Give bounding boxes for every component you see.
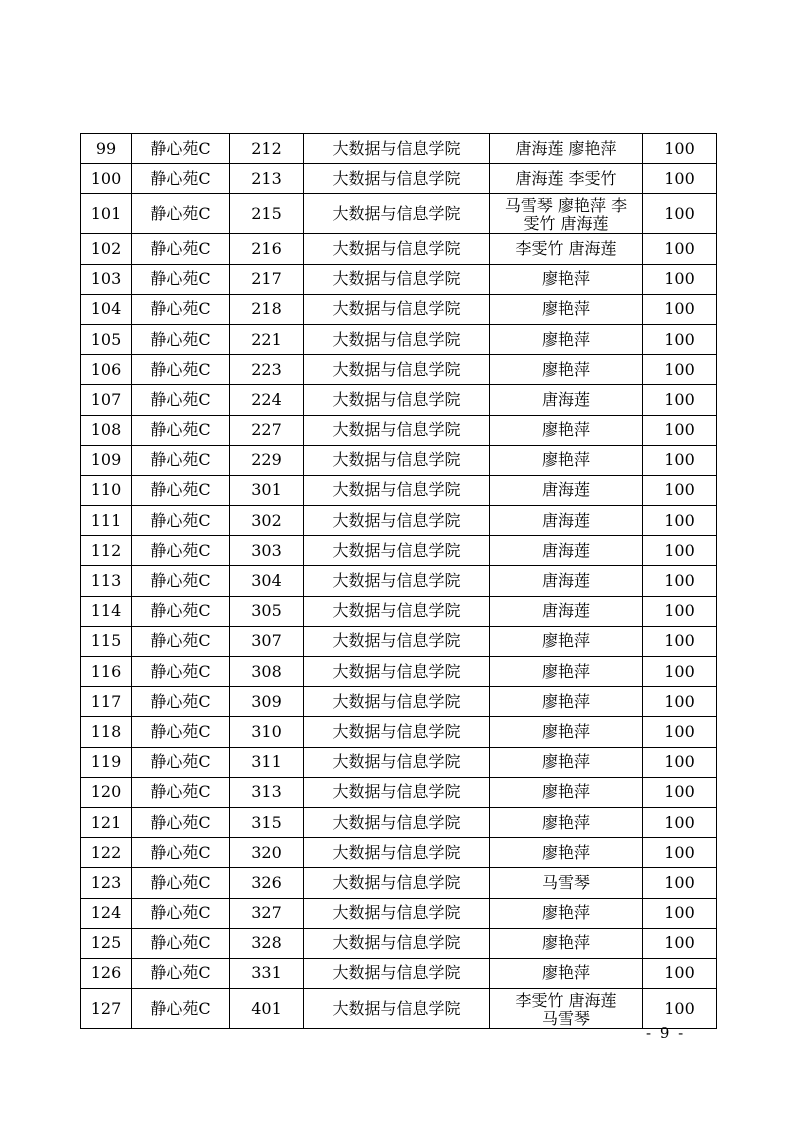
room-cell: 212 xyxy=(230,134,304,164)
table-row xyxy=(81,415,717,445)
row-number-cell: 110 xyxy=(81,475,132,505)
row-number-cell: 109 xyxy=(81,445,132,475)
college-cell: 大数据与信息学院 xyxy=(304,838,490,868)
building-cell: 静心苑C xyxy=(132,164,230,194)
staff-cell: 廖艳萍 xyxy=(490,807,643,837)
room-cell: 326 xyxy=(230,868,304,898)
table-row xyxy=(81,989,717,1029)
table-row xyxy=(81,777,717,807)
staff-line-overflow: 雯竹 唐海莲 xyxy=(523,214,609,234)
score-cell: 100 xyxy=(643,415,717,445)
staff-cell: 唐海莲 李雯竹 xyxy=(490,164,643,194)
room-cell: 327 xyxy=(230,898,304,928)
staff-cell: 唐海莲 xyxy=(490,536,643,566)
row-number-cell: 99 xyxy=(81,134,132,164)
room-cell: 215 xyxy=(230,194,304,234)
room-cell: 213 xyxy=(230,164,304,194)
row-number-cell: 101 xyxy=(81,194,132,234)
building-cell: 静心苑C xyxy=(132,294,230,324)
staff-cell: 廖艳萍 xyxy=(490,898,643,928)
table-row xyxy=(81,475,717,505)
college-cell: 大数据与信息学院 xyxy=(304,596,490,626)
score-cell: 100 xyxy=(643,989,717,1029)
row-number-cell: 123 xyxy=(81,868,132,898)
table-row xyxy=(81,868,717,898)
college-cell: 大数据与信息学院 xyxy=(304,415,490,445)
building-cell: 静心苑C xyxy=(132,777,230,807)
room-cell: 302 xyxy=(230,506,304,536)
table-row xyxy=(81,596,717,626)
room-cell: 229 xyxy=(230,445,304,475)
room-cell: 221 xyxy=(230,324,304,354)
score-cell: 100 xyxy=(643,898,717,928)
staff-line-overflow: 马雪琴 xyxy=(541,1009,590,1029)
college-cell: 大数据与信息学院 xyxy=(304,958,490,988)
building-cell: 静心苑C xyxy=(132,234,230,264)
building-cell: 静心苑C xyxy=(132,536,230,566)
room-cell: 309 xyxy=(230,687,304,717)
table-row xyxy=(81,566,717,596)
building-cell: 静心苑C xyxy=(132,194,230,234)
room-cell: 307 xyxy=(230,626,304,656)
room-cell: 227 xyxy=(230,415,304,445)
row-number-cell: 108 xyxy=(81,415,132,445)
room-cell: 313 xyxy=(230,777,304,807)
building-cell: 静心苑C xyxy=(132,134,230,164)
staff-cell: 廖艳萍 xyxy=(490,445,643,475)
building-cell: 静心苑C xyxy=(132,596,230,626)
building-cell: 静心苑C xyxy=(132,717,230,747)
staff-cell: 廖艳萍 xyxy=(490,687,643,717)
table-row xyxy=(81,506,717,536)
building-cell: 静心苑C xyxy=(132,838,230,868)
table-row xyxy=(81,958,717,988)
score-cell: 100 xyxy=(643,264,717,294)
college-cell: 大数据与信息学院 xyxy=(304,626,490,656)
building-cell: 静心苑C xyxy=(132,506,230,536)
table-row xyxy=(81,807,717,837)
score-cell: 100 xyxy=(643,838,717,868)
building-cell: 静心苑C xyxy=(132,989,230,1029)
room-cell: 305 xyxy=(230,596,304,626)
page-number: - 9 - xyxy=(646,1024,686,1042)
college-cell: 大数据与信息学院 xyxy=(304,747,490,777)
staff-cell xyxy=(490,989,643,1029)
table-body xyxy=(81,134,717,1029)
staff-cell: 李雯竹 唐海莲 xyxy=(490,234,643,264)
score-cell: 100 xyxy=(643,164,717,194)
inspection-table xyxy=(80,133,717,1029)
score-cell: 100 xyxy=(643,294,717,324)
college-cell: 大数据与信息学院 xyxy=(304,264,490,294)
row-number-cell: 121 xyxy=(81,807,132,837)
college-cell: 大数据与信息学院 xyxy=(304,777,490,807)
score-cell: 100 xyxy=(643,717,717,747)
building-cell: 静心苑C xyxy=(132,264,230,294)
staff-cell: 唐海莲 xyxy=(490,475,643,505)
room-cell: 224 xyxy=(230,385,304,415)
score-cell: 100 xyxy=(643,868,717,898)
building-cell: 静心苑C xyxy=(132,657,230,687)
room-cell: 328 xyxy=(230,928,304,958)
college-cell: 大数据与信息学院 xyxy=(304,807,490,837)
building-cell: 静心苑C xyxy=(132,928,230,958)
building-cell: 静心苑C xyxy=(132,687,230,717)
room-cell: 223 xyxy=(230,355,304,385)
college-cell: 大数据与信息学院 xyxy=(304,355,490,385)
row-number-cell: 125 xyxy=(81,928,132,958)
table-row xyxy=(81,717,717,747)
table-row xyxy=(81,194,717,234)
room-cell: 216 xyxy=(230,234,304,264)
row-number-cell: 118 xyxy=(81,717,132,747)
table-row xyxy=(81,657,717,687)
room-cell: 304 xyxy=(230,566,304,596)
staff-cell: 廖艳萍 xyxy=(490,958,643,988)
score-cell: 100 xyxy=(643,385,717,415)
row-number-cell: 117 xyxy=(81,687,132,717)
room-cell: 310 xyxy=(230,717,304,747)
row-number-cell: 116 xyxy=(81,657,132,687)
staff-cell: 唐海莲 xyxy=(490,506,643,536)
room-cell: 401 xyxy=(230,989,304,1029)
row-number-cell: 114 xyxy=(81,596,132,626)
score-cell: 100 xyxy=(643,194,717,234)
row-number-cell: 106 xyxy=(81,355,132,385)
staff-cell: 廖艳萍 xyxy=(490,928,643,958)
table-row xyxy=(81,838,717,868)
row-number-cell: 119 xyxy=(81,747,132,777)
row-number-cell: 111 xyxy=(81,506,132,536)
staff-cell: 廖艳萍 xyxy=(490,717,643,747)
table-row xyxy=(81,134,717,164)
table-row xyxy=(81,928,717,958)
score-cell: 100 xyxy=(643,747,717,777)
staff-line: 李雯竹 唐海莲 xyxy=(515,991,617,1011)
college-cell: 大数据与信息学院 xyxy=(304,164,490,194)
table-row xyxy=(81,385,717,415)
college-cell: 大数据与信息学院 xyxy=(304,687,490,717)
building-cell: 静心苑C xyxy=(132,324,230,354)
row-number-cell: 112 xyxy=(81,536,132,566)
room-cell: 311 xyxy=(230,747,304,777)
table-row xyxy=(81,294,717,324)
staff-cell: 唐海莲 廖艳萍 xyxy=(490,134,643,164)
score-cell: 100 xyxy=(643,958,717,988)
score-cell: 100 xyxy=(643,134,717,164)
building-cell: 静心苑C xyxy=(132,958,230,988)
staff-cell: 马雪琴 xyxy=(490,868,643,898)
score-cell: 100 xyxy=(643,324,717,354)
row-number-cell: 113 xyxy=(81,566,132,596)
room-cell: 303 xyxy=(230,536,304,566)
table-row xyxy=(81,445,717,475)
score-cell: 100 xyxy=(643,657,717,687)
row-number-cell: 115 xyxy=(81,626,132,656)
staff-cell: 廖艳萍 xyxy=(490,355,643,385)
score-cell: 100 xyxy=(643,596,717,626)
staff-cell: 廖艳萍 xyxy=(490,747,643,777)
college-cell: 大数据与信息学院 xyxy=(304,385,490,415)
score-cell: 100 xyxy=(643,355,717,385)
score-cell: 100 xyxy=(643,807,717,837)
staff-cell: 廖艳萍 xyxy=(490,324,643,354)
college-cell: 大数据与信息学院 xyxy=(304,536,490,566)
table-row xyxy=(81,687,717,717)
row-number-cell: 102 xyxy=(81,234,132,264)
staff-cell: 廖艳萍 xyxy=(490,657,643,687)
staff-line: 马雪琴 廖艳萍 李 xyxy=(504,196,628,216)
building-cell: 静心苑C xyxy=(132,566,230,596)
staff-cell: 廖艳萍 xyxy=(490,838,643,868)
table-row xyxy=(81,324,717,354)
room-cell: 218 xyxy=(230,294,304,324)
table-row xyxy=(81,164,717,194)
score-cell: 100 xyxy=(643,928,717,958)
table-row xyxy=(81,898,717,928)
college-cell: 大数据与信息学院 xyxy=(304,134,490,164)
staff-cell: 廖艳萍 xyxy=(490,415,643,445)
row-number-cell: 107 xyxy=(81,385,132,415)
score-cell: 100 xyxy=(643,475,717,505)
room-cell: 301 xyxy=(230,475,304,505)
college-cell: 大数据与信息学院 xyxy=(304,445,490,475)
college-cell: 大数据与信息学院 xyxy=(304,898,490,928)
score-cell: 100 xyxy=(643,687,717,717)
building-cell: 静心苑C xyxy=(132,868,230,898)
table-row xyxy=(81,747,717,777)
building-cell: 静心苑C xyxy=(132,898,230,928)
staff-cell xyxy=(490,194,643,234)
staff-cell: 廖艳萍 xyxy=(490,626,643,656)
room-cell: 217 xyxy=(230,264,304,294)
table-row xyxy=(81,264,717,294)
row-number-cell: 100 xyxy=(81,164,132,194)
room-cell: 331 xyxy=(230,958,304,988)
college-cell: 大数据与信息学院 xyxy=(304,989,490,1029)
row-number-cell: 104 xyxy=(81,294,132,324)
building-cell: 静心苑C xyxy=(132,355,230,385)
college-cell: 大数据与信息学院 xyxy=(304,475,490,505)
college-cell: 大数据与信息学院 xyxy=(304,234,490,264)
college-cell: 大数据与信息学院 xyxy=(304,194,490,234)
college-cell: 大数据与信息学院 xyxy=(304,566,490,596)
row-number-cell: 122 xyxy=(81,838,132,868)
staff-cell: 唐海莲 xyxy=(490,385,643,415)
room-cell: 315 xyxy=(230,807,304,837)
score-cell: 100 xyxy=(643,777,717,807)
building-cell: 静心苑C xyxy=(132,415,230,445)
staff-cell: 廖艳萍 xyxy=(490,264,643,294)
building-cell: 静心苑C xyxy=(132,445,230,475)
row-number-cell: 120 xyxy=(81,777,132,807)
table-row xyxy=(81,234,717,264)
college-cell: 大数据与信息学院 xyxy=(304,506,490,536)
room-cell: 308 xyxy=(230,657,304,687)
table-row xyxy=(81,355,717,385)
row-number-cell: 127 xyxy=(81,989,132,1029)
row-number-cell: 103 xyxy=(81,264,132,294)
staff-cell: 唐海莲 xyxy=(490,596,643,626)
row-number-cell: 105 xyxy=(81,324,132,354)
row-number-cell: 126 xyxy=(81,958,132,988)
table-row xyxy=(81,626,717,656)
row-number-cell: 124 xyxy=(81,898,132,928)
room-cell: 320 xyxy=(230,838,304,868)
building-cell: 静心苑C xyxy=(132,807,230,837)
score-cell: 100 xyxy=(643,566,717,596)
score-cell: 100 xyxy=(643,626,717,656)
table-row xyxy=(81,536,717,566)
staff-cell: 廖艳萍 xyxy=(490,294,643,324)
college-cell: 大数据与信息学院 xyxy=(304,294,490,324)
building-cell: 静心苑C xyxy=(132,747,230,777)
building-cell: 静心苑C xyxy=(132,475,230,505)
staff-cell: 唐海莲 xyxy=(490,566,643,596)
college-cell: 大数据与信息学院 xyxy=(304,928,490,958)
building-cell: 静心苑C xyxy=(132,385,230,415)
score-cell: 100 xyxy=(643,536,717,566)
building-cell: 静心苑C xyxy=(132,626,230,656)
score-cell: 100 xyxy=(643,506,717,536)
college-cell: 大数据与信息学院 xyxy=(304,868,490,898)
college-cell: 大数据与信息学院 xyxy=(304,324,490,354)
college-cell: 大数据与信息学院 xyxy=(304,717,490,747)
college-cell: 大数据与信息学院 xyxy=(304,657,490,687)
staff-cell: 廖艳萍 xyxy=(490,777,643,807)
score-cell: 100 xyxy=(643,234,717,264)
score-cell: 100 xyxy=(643,445,717,475)
